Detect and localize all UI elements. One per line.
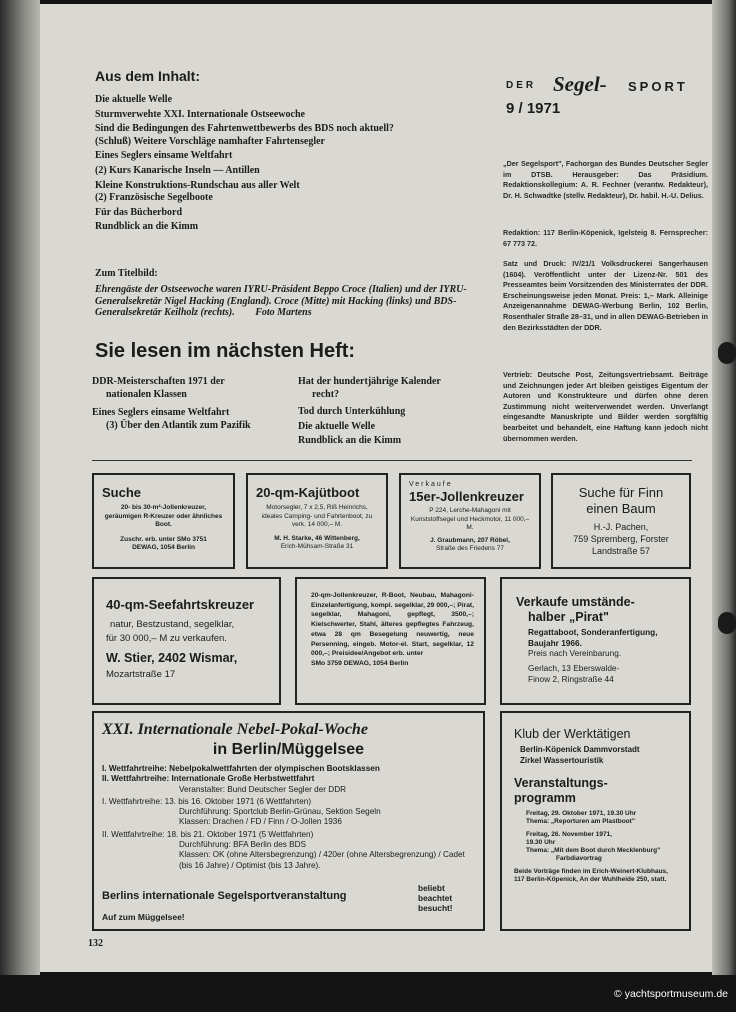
cover-title: Zum Titelbild: [95, 268, 158, 279]
event-line: Freitag, 29. Oktober 1971, 19.30 Uhr [526, 810, 637, 817]
event-line: II. Wettfahrtreihe: 18. bis 21. Oktober 1971 (5 Wettfahrten) [102, 829, 314, 839]
ad-finn: Suche für Finn einen Baum H.-J. Pachen, 759 Spremberg, Forster Landstraße 57 [551, 473, 691, 569]
masthead-segel: Segel- [553, 72, 607, 96]
contents-item: Die aktuelle Welle [95, 94, 173, 105]
ad-pirat: Verkaufe umstände- halber „Pirat" Regattaboot, Sonderanfertigung, Baujahr 1966. Preis nach Vereinbarung. Gerlach, 13 Eberswalde- Finow 2, Ringstraße 44 [500, 577, 691, 705]
contents-item: Sind die Bedingungen des Fahrtenwettbewerbs des BDS noch aktuell? [95, 123, 394, 135]
next-item: Hat der hundertjährige Kalender recht? [298, 376, 441, 400]
next-item: Rundblick an die Kimm [298, 435, 402, 447]
imprint-print: Satz und Druck: IV/21/1 Volksdruckerei Sangerhausen (1604). Veröffentlicht unter der Lizenz-Nr. 501 des Presseamtes beim Vorsitzenden des Ministerrates der DDR. Erscheinungsweise jeden Monat. Preis: 1,– Mark. Alleinige Anzeigenannahme DEWAG-Werbung Berlin, 102 Berlin, Rosenthaler Straße 28–31, und in allen DEWAG-Betrieben in den Bezirksstädten der DDR. [503, 259, 708, 332]
next-item: DDR-Meisterschaften 1971 der nationalen Klassen [92, 376, 225, 400]
event-line: Freitag, 26. November 1971, [526, 831, 612, 838]
nebel-footer: Berlins internationale Segelsportveranstaltung [102, 890, 347, 902]
next-item: Die aktuelle Welle [298, 420, 376, 432]
ad-klub-der-werktaetigen: Klub der Werktätigen Berlin-Köpenick Dammvorstadt Zirkel Wassertouristik Veranstaltungs-programm Freitag, 29. Oktober 1971, 19.30 Uhr Thema: „Reporturen am Plastboot" Freitag, 26. November 1971, 19.30 Uhr Thema: „Mit dem Boot durch Mecklenburg" Farbdiavortrag Beide Vorträge finden im Erich-Weinert-Klubhaus, 117 Berlin-Köpenick, An der Wuhlheide 250, statt. [500, 711, 691, 931]
ad-seefahrtskreuzer: 40-qm-Seefahrtskreuzer natur, Bestzustand, segelklar, für 30 000,– M zu verkaufen. W. Stier, 2402 Wismar, Mozartstraße 17 [92, 577, 281, 705]
ad-nebel-pokal-woche: XXI. Internationale Nebel-Pokal-Woche in Berlin/Müggelsee I. Wettfahrtreihe: Nebelpokalwettfahrten der olympischen Bootsklassen II. Wettfahrtreihe: Internationale Große Herbstwettfahrt Veranstalter: Bund Deutscher Segler der DDR I. Wettfahrtreihe: 13. bis 16. Oktober 1971 (6 Wettfahrten) Durchführung: Sportclub Berlin-Grünau, Sektion Segeln Klassen: Drachen / FD / Finn / O-Jollen 1936 II. Wettfahrtreihe: 18. bis 21. Oktober 1971 (5 Wettfahrten) Durchführung: BFA Berlin des BDS Klassen: OK (ohne Altersbegrenzung) / 420er (ohne Altersbegrenzung) / Cadet (bis 16 Jahre) / Optimist (bis 13 Jahre). Berlins internationale Segelsportveranstaltung Auf zum Müggelsee! beliebt beachtet besucht! [92, 711, 485, 931]
contents-item: (Schluß) Weitere Vorschläge namhafter Fahrtensegler [95, 135, 325, 147]
contents-item: Für das Bücherbord [95, 206, 183, 218]
imprint-address: Redaktion: 117 Berlin-Köpenick, Igelsteig 8. Fernsprecher: 67 773 72. [503, 228, 708, 248]
nebel-beliebt: beliebt beachtet besucht! [418, 883, 453, 913]
imprint-vertrieb: Vertrieb: Deutsche Post, Zeitungsvertriebsamt. Beiträge und Zeichnungen jeder Art bleiben geistiges Eigentum der Autoren und Konstrukteure und dürfen ohne deren Zustimmung nicht weiterverwendet werden. Unverlangt eingesandte Manuskripte und Bilder werden sorgfältig bearbeitet und behandelt, eine Haftung kann jedoch nicht übernommen werden. [503, 370, 708, 443]
contents-item: Eines Seglers einsame Weltfahrt [95, 150, 233, 162]
page-number: 132 [88, 938, 103, 949]
event-line: 19.30 Uhr [526, 839, 556, 846]
contents-list [95, 93, 515, 235]
contents-title: Aus dem Inhalt: [95, 68, 201, 84]
event-line: Durchführung: Sportclub Berlin-Grünau, Sektion Segeln [179, 807, 381, 817]
event-line: Thema: „Mit dem Boot durch Mecklenburg" [526, 847, 661, 854]
binder-ring [718, 612, 736, 634]
event-line: Farbdiavortrag [556, 855, 602, 862]
watermark: © yachtsportmuseum.de [614, 988, 728, 1000]
book-binding [0, 0, 40, 975]
contents-item: Sturmverwehte XXI. Internationale Ostseewoche [95, 108, 305, 120]
cover-credit: Foto Martens [255, 307, 312, 318]
divider [92, 460, 692, 461]
ad-multi-boats: 20-qm-Jollenkreuzer, R-Boot, Neubau, Mahagoni-Einzelanfertigung, kompl. segelklar, 29 000,–; Pirat, segelklar, Mahagoni, gepflegt, 3500,–; Kielschwerter, Stahl, älteres gepflegtes Fahrzeug, etwa 28 qm Besegelung neuwertig, neue Persenning, eingeb. Motor-el. Start, segelklar, 12 000,–; Preisidee/Angebot erb. unter SMo 3759 DEWAG, 1054 Berlin [295, 577, 486, 705]
event-line: Veranstalter: Bund Deutscher Segler der DDR [179, 784, 347, 794]
ad-suche: Suche 20- bis 30-m²-Jollenkreuzer, geräumigen R-Kreuzer oder ähnliches Boot. Zuschr. erb. unter SMo 3751 DEWAG, 1054 Berlin [92, 473, 235, 569]
next-item: Eines Seglers einsame Weltfahrt (3) Über den Atlantik zum Pazifik [92, 407, 251, 431]
next-issue-title: Sie lesen im nächsten Heft: [95, 340, 356, 362]
event-line: II. Wettfahrtreihe: Internationale Große Herbstwettfahrt [102, 774, 315, 784]
masthead-der: DER [506, 80, 537, 91]
masthead [506, 72, 712, 100]
next-issue-left [92, 376, 297, 435]
imprint-publisher: „Der Segelsport", Fachorgan des Bundes Deutscher Segler im DTSB. Herausgeber: Das Präsidium. Redaktionskollegium: A. R. Fechner (verantw. Redakteur), Dr. H. Schwadtke (stellv. Redakteur), Dr. habil. H.-U. Delius. [503, 159, 708, 200]
event-line: Klassen: OK (ohne Altersbegrenzung) / 420er (ohne Altersbegrenzung) / Cadet (bis 16 Jahre) / Optimist (bis 13 Jahre). [179, 850, 465, 870]
binder-ring [718, 342, 736, 364]
next-item: Tod durch Unterkühlung [298, 406, 406, 418]
event-line: I. Wettfahrtreihe: 13. bis 16. Oktober 1971 (6 Wettfahrten) [102, 796, 312, 806]
contents-item: Kleine Konstruktions-Rundschau aus aller Welt [95, 179, 300, 191]
event-line: Thema: „Reporturen am Plastboot" [526, 818, 635, 825]
event-line: I. Wettfahrtreihe: Nebelpokalwettfahrten der olympischen Bootsklassen [102, 764, 380, 773]
masthead-sport: SPORT [628, 79, 688, 94]
cover-text: Ehrengäste der Ostseewoche waren IYRU-Präsident Beppo Croce (Italien) und der IYRU-Generalsekretär Nigel Hacking (England). Croce (Mitte) mit Hacking (links) und BDS-Generalsekretär Keilholz (rechts). [95, 284, 467, 318]
page-edge [712, 0, 736, 975]
contents-item: (2) Französische Segelboote [95, 192, 213, 204]
next-issue-right [298, 376, 498, 452]
cover-caption [95, 284, 495, 319]
magazine-page [40, 4, 712, 972]
event-line: Klassen: Drachen / FD / Finn / O-Jollen 1936 [179, 817, 342, 827]
issue-number: 9 / 1971 [506, 100, 561, 117]
nebel-footer-2: Auf zum Müggelsee! [102, 912, 185, 922]
contents-item: Rundblick an die Kimm [95, 221, 199, 233]
contents-item: (2) Kurs Kanarische Inseln — Antillen [95, 164, 260, 176]
ad-kajuetboot: 20-qm-Kajütboot Motorsegler, 7 x 2,5, Riß Heinrichs, ideales Camping- und Fahrtenboot, zu verk. 14 000,– M. M. H. Starke, 46 Wittenberg, Erich-Mühsam-Straße 31 [246, 473, 388, 569]
event-line: Durchführung: BFA Berlin des BDS [179, 840, 306, 850]
ad-jollenkreuzer-15: Verkaufe 15er-Jollenkreuzer P 224, Lerche-Mahagoni mit Kunststoffsegel und Heckmotor, 11 000,– M. J. Graubmann, 207 Röbel, Straße des Friedens 77 [399, 473, 541, 569]
